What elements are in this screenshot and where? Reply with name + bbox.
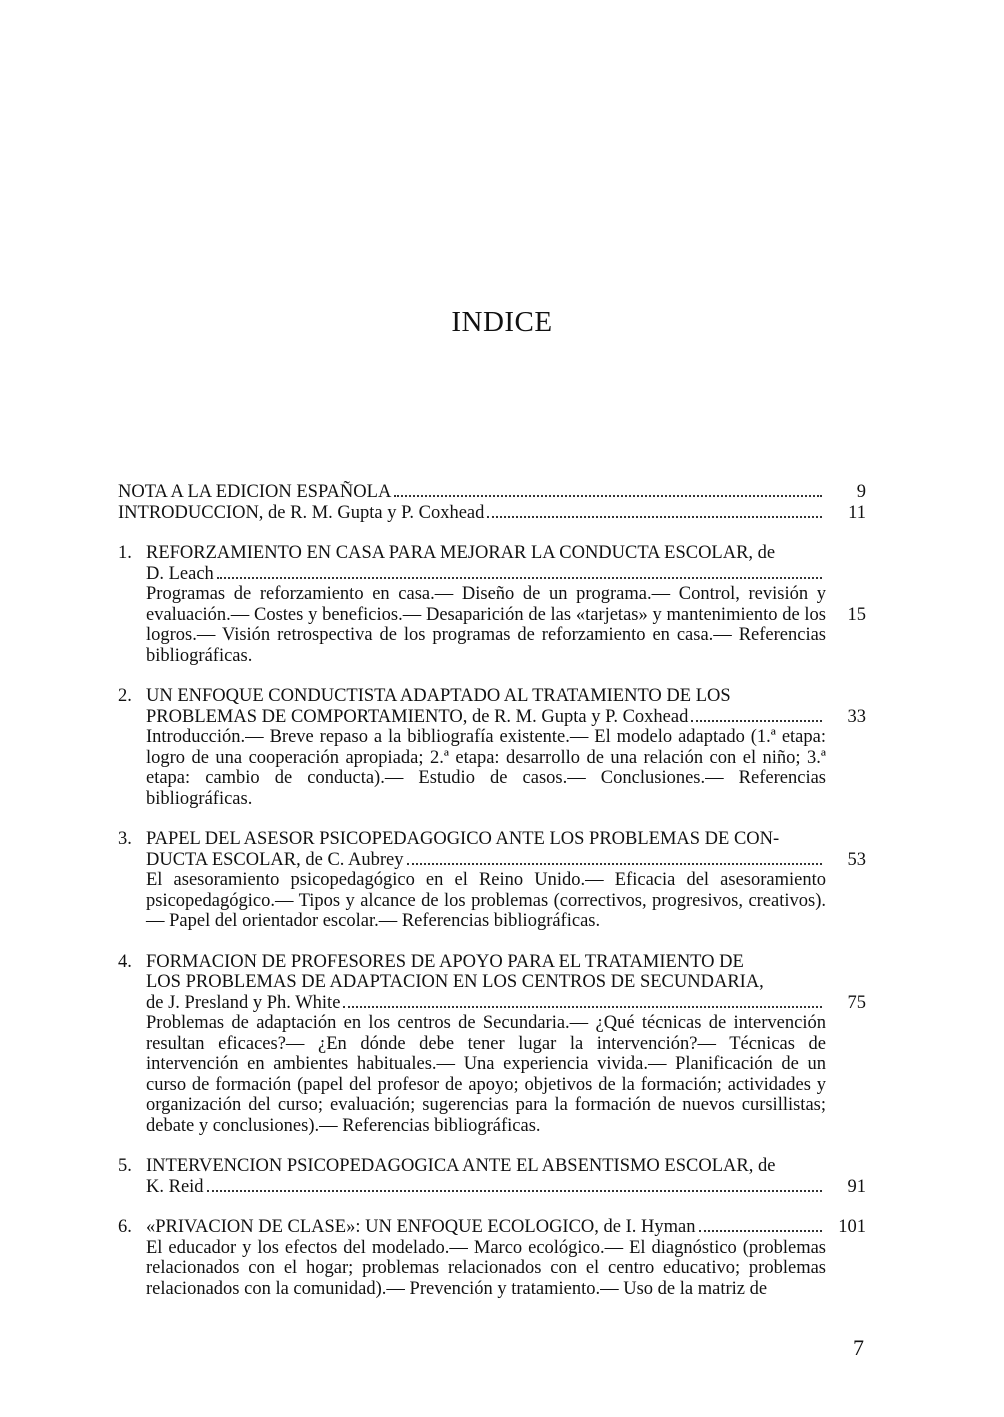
toc-page-number: 9 <box>856 482 866 502</box>
chapter-description: Programas de reforzamiento en casa.— Diseño de un programa.— Control, revisión y evaluación.— Costes y beneficios.— Desaparición de las «tarjetas» y mantenimiento de los logros.— Visión retrospectiva de los programas de reforzamiento en casa.— Referencias bibliográficas. <box>146 584 826 666</box>
toc-page-number: 91 <box>847 1176 866 1197</box>
chapter-heading: «PRIVACION DE CLASE»: UN ENFOQUE ECOLOGICO, de I. Hyman <box>146 1217 696 1237</box>
chapter-number: 2. <box>118 686 132 706</box>
chapter-author-line: DUCTA ESCOLAR, de C. Aubrey <box>146 849 404 870</box>
toc-page-number: 15 <box>847 604 866 625</box>
chapter-heading: REFORZAMIENTO EN CASA PARA MEJORAR LA CONDUCTA ESCOLAR, de <box>146 543 776 563</box>
toc-chapter-5[interactable] <box>118 1156 866 1197</box>
chapter-heading: FORMACION DE PROFESORES DE APOYO PARA EL TRATAMIENTO DE <box>146 951 744 972</box>
toc-page-number: 101 <box>838 1217 866 1237</box>
toc-chapter-4[interactable] <box>118 952 866 1137</box>
chapter-description: El asesoramiento psicopedagógico en el Reino Unido.— Eficacia del asesoramiento psicopedagógico.— Tipos y alcance de los problemas (correctivos, progresivos, creativos).— Papel del orientador escolar.— Referencias bibliográficas. <box>146 870 826 931</box>
chapter-author-line: K. Reid <box>146 1176 204 1197</box>
toc-entry-title: NOTA A LA EDICION ESPAÑOLA <box>118 482 392 502</box>
chapter-number: 6. <box>118 1217 132 1237</box>
chapter-number: 3. <box>118 829 132 849</box>
chapter-number: 4. <box>118 951 132 972</box>
toc-page-number: 53 <box>847 849 866 870</box>
toc-page-number: 33 <box>847 706 866 727</box>
chapter-number: 1. <box>118 543 132 563</box>
dot-leader <box>487 515 822 518</box>
toc-chapter-1[interactable] <box>118 543 866 666</box>
toc-chapter-2[interactable] <box>118 686 866 809</box>
toc-chapter-3[interactable] <box>118 829 866 932</box>
dot-leader <box>394 494 822 497</box>
page-title: INDICE <box>451 306 553 338</box>
chapter-description: El educador y los efectos del modelado.— Marco ecológico.— El diagnóstico (problemas relacionados con el hogar; problemas relacionados con el centro educativo; problemas relacionados con la comunidad).— Prevención y tratamiento.— Uso de la matriz de <box>146 1237 826 1299</box>
dot-leader <box>217 576 822 579</box>
page-number: 7 <box>853 1335 864 1360</box>
dot-leader <box>207 1189 822 1192</box>
dot-leader <box>699 1229 823 1232</box>
toc-entry-title: INTRODUCCION, de R. M. Gupta y P. Coxhead <box>118 502 485 523</box>
chapter-heading: PAPEL DEL ASESOR PSICOPEDAGOGICO ANTE LOS PROBLEMAS DE CON- <box>146 829 780 849</box>
chapter-description: Introducción.— Breve repaso a la bibliografía existente.— El modelo adaptado (1.ª etapa: logro de una cooperación apropiada; 2.ª etapa: desarrollo de una relación con el niño; 3.ª etapa: cambio de conducta).— Estudio de casos.— Conclusiones.— Referencias bibliográficas. <box>146 727 826 809</box>
chapter-heading: UN ENFOQUE CONDUCTISTA ADAPTADO AL TRATAMIENTO DE LOS <box>146 686 731 706</box>
chapter-author-line: D. Leach <box>146 563 214 584</box>
toc-page-number: 11 <box>848 502 866 523</box>
chapter-description: Problemas de adaptación en los centros de Secundaria.— ¿Qué técnicas de intervención resultan eficaces?— ¿En dónde debe tener lugar la intervención?— Técnicas de intervención en ambientes habituales.— Una experiencia vivida.— Planificación de un curso de formación (papel del profesor de apoyo; objetivos de la formación; actividades y organización del curso; evaluación; sugerencias para la formación de nuevos cursillistas; debate y conclusiones).— Referencias bibliográficas. <box>146 1013 826 1136</box>
toc-entry-nota[interactable] <box>118 482 866 503</box>
chapter-heading: LOS PROBLEMAS DE ADAPTACION EN LOS CENTROS DE SECUNDARIA, <box>146 972 764 992</box>
dot-leader <box>343 1005 822 1008</box>
chapter-number: 5. <box>118 1156 132 1176</box>
chapter-heading: INTERVENCION PSICOPEDAGOGICA ANTE EL ABSENTISMO ESCOLAR, de <box>146 1156 776 1176</box>
table-of-contents <box>118 482 866 1299</box>
toc-page-number: 75 <box>847 992 866 1013</box>
chapter-author-line: de J. Presland y Ph. White <box>146 992 341 1013</box>
dot-leader <box>407 862 822 865</box>
toc-chapter-6[interactable] <box>118 1217 866 1299</box>
toc-entry-introduccion[interactable] <box>118 503 866 524</box>
chapter-author-line: PROBLEMAS DE COMPORTAMIENTO, de R. M. Gupta y P. Coxhead <box>146 706 689 727</box>
dot-leader <box>691 719 822 722</box>
